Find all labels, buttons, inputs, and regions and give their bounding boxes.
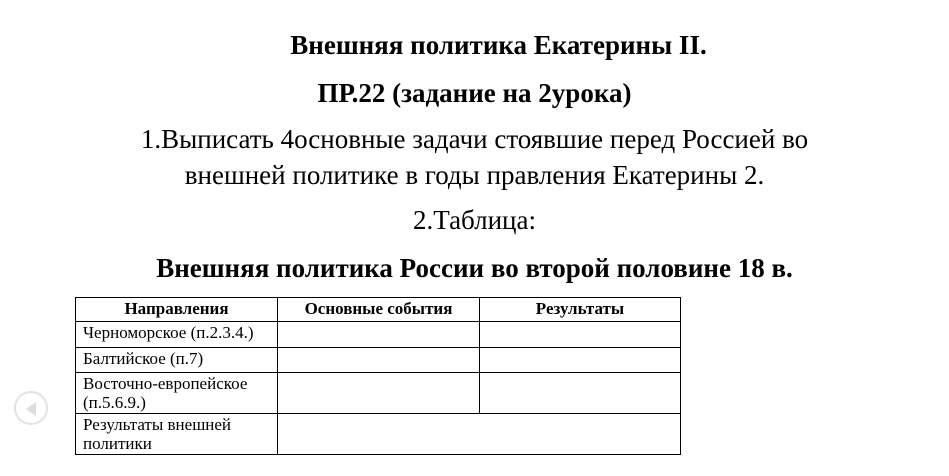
table-cell [278,348,480,373]
header-main-events: Основные события [278,298,480,322]
table-row [76,322,681,348]
back-button[interactable] [14,391,48,425]
back-arrow-icon [26,402,36,416]
row-label-baltic: Балтийское (п.7) [76,348,278,373]
table-cell-merged [278,414,681,455]
table-row [76,348,681,373]
table-row [76,373,681,414]
header-directions: Направления [76,298,278,322]
row-label-results: Результаты внешней политики [76,414,278,455]
table-row [76,414,681,455]
row-label-black-sea: Черноморское (п.2.3.4.) [76,322,278,348]
header-results: Результаты [480,298,681,322]
foreign-policy-table [75,297,681,455]
task-2: 2.Таблица: [413,205,536,235]
document-title: Внешняя политика Екатерины II. [290,30,707,60]
table-header-row [76,298,681,322]
task-1-line-1: 1.Выписать 4основные задачи стоявшие перед Россией во [140,124,809,154]
table-cell [480,322,681,348]
row-label-east-european: Восточно-европейское (п.5.6.9.) [76,373,278,414]
table-cell [278,322,480,348]
table-cell [278,373,480,414]
table-title: Внешняя политика России во второй половине 18 в. [156,253,793,283]
document-subtitle: ПР.22 (задание на 2урока) [317,78,632,108]
table-cell [480,348,681,373]
task-1-line-2: внешней политике в годы правления Екатерины 2. [184,160,765,190]
table-cell [480,373,681,414]
